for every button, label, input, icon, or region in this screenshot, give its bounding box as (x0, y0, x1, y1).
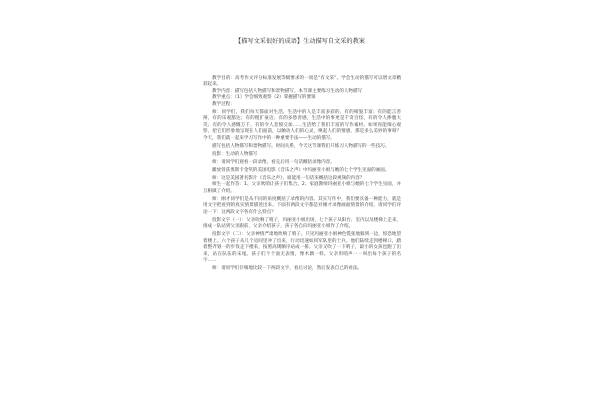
body-paragraph: 教学目的：高考作文评分标准发展等级要求的一项是“有文采”。学会生动的描写可以增文章精彩起来。 (203, 76, 401, 88)
body-paragraph: 师：请同学们仔细地比较一下两段文字，看后讨论，然后发表自己的看法。 (212, 266, 363, 272)
body-paragraph: 教学重点：（1）学会细致观察（2）掌握描写的要领 (212, 95, 316, 101)
body-paragraph: 师：同学们，我们每天都面对生活，生活中的人是丰富多彩的，有的相貌丰富；有的能言善辩，有的乐观豁达；有的粗犷豪迈；有的多愁善感，生活中的事更是千奇百怪，有的令人捧腹大笑；有的令人感慨万千，有的令人悲愤交加……生活给了我们丰富的写作素材。如果你能细心观察，把它们形象地呈现在人们面前，以触动人们的心灵，唤起人们的情感，那是多么美妙的事呀？今天，我们就一起来学习写作中的一种重要手法——生动的描写。 (203, 109, 401, 141)
body-paragraph: 投影文字（一）：父亲吹响了哨子，玛丽亚小姐出场，七个孩子从阳台、室内以及楼梯上走来，排成一队站到父亲跟前，父亲介绍孩子，孩子各自向玛丽亚小姐作了介绍。 (203, 217, 401, 230)
document-body (203, 76, 401, 273)
body-paragraph: 师：请同学们观看一段录像，看完后用一句话概括录像内容。 (212, 159, 335, 165)
body-paragraph: 投影文字（二）：父亲神情严肃地吹响了哨子。只见玛丽亚小姐神色慌张地躲到一边，惊恐地望着楼上。六个孩子从几个房间里冲了出来，行动迅速如同军队里的士兵。他们陆续走到楼梯口，踏着整齐划一的步伐走下楼来，按照高矮顺序站成一排。父亲又吹了一下哨子，最小的女孩也跑了出来，站在队伍的末尾。孩子们个个面无表情，像木偶一样。父亲用哨声一一叫出每个孩子的名字…… (203, 232, 401, 264)
body-paragraph: 师生一起作答：1、父亲吹哨让孩子们集合。2、家庭教师玛丽亚小姐与她的七个学生见面，并互相做了介绍。 (203, 182, 401, 194)
body-paragraph: 教学过程： (212, 101, 235, 107)
document-title: 【描写文采很好的成语】生动描写自文采的教案 (235, 38, 365, 45)
body-paragraph: 播放曾获奥斯卡金奖的美国电影《音乐之声》中玛丽亚小姐与她的七个学生见面的画面。 (212, 167, 390, 173)
body-paragraph: 师：刚才同学们是从不同的角度概括了录像的内容。其实写作中，我们要具备一种能力，就是用文字把看到的真实情景描述出来。下面有两段文字都是对刚才录像画面情景的介绍，请同学们评论一下：这两段文字各有什么特点？ (203, 196, 401, 215)
body-paragraph: 师：这是美国著名影片《音乐之声》，谁能用一句话来概括这段视频的内容？ (212, 175, 365, 181)
body-paragraph: 描写包括人物描写和景物描写。时间关系，今天这节课我们只练习人物描写的一些技巧。 (212, 143, 390, 149)
body-paragraph: 教学内容：描写包括人物描写和景物描写。本节课主要练习生动的人物描写 (212, 88, 363, 94)
body-paragraph: 投影：生动的人物描写 (212, 151, 258, 157)
